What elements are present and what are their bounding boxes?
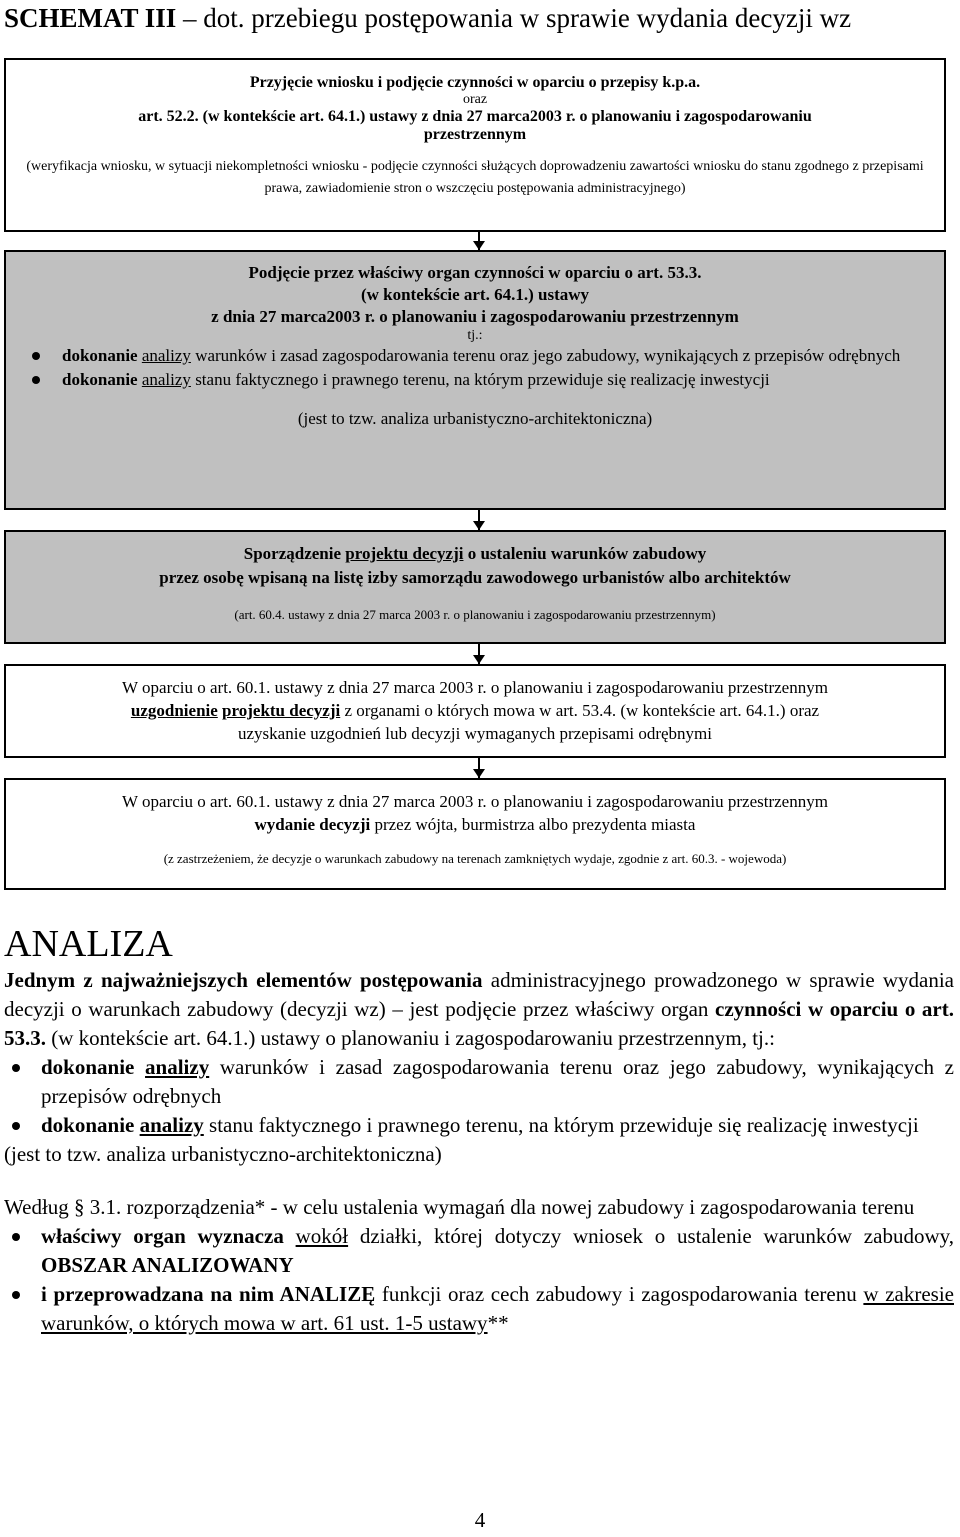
section-title: ANALIZA — [4, 923, 173, 965]
analiza-intro: Jednym z najważniejszych elementów postępowania administracyjnego prowadzonego w sprawie wydania decyzji o warunkach zabudowy (decyzji wz) – jest podjęcie przez właściwy organ czynności w oparciu o art. 53.3. (w kontekście art. 64.1.) ustawy o planowaniu i zagospodarowaniu przestrzennym, tj.: — [4, 968, 955, 1050]
step-2-note: (jest to tzw. analiza urbanistyczno-architektoniczna) — [297, 409, 653, 428]
analiza-note: (jest to tzw. analiza urbanistyczno-architektoniczna) — [4, 1142, 442, 1166]
step-1-description: (weryfikacja wniosku, w sytuacji niekompletności wniosku - podjęcie czynności służących doprowadzeniu zawartości wniosku do stanu zgodnego z przepisami prawa, zawiadomienie stron o wszczęciu postępowania administracyjnego) — [26, 159, 924, 196]
step-4-action-cont: uzyskanie uzgodnień lub decyzji wymaganych przepisami odrębnymi — [238, 724, 712, 743]
analiza-body — [4, 966, 954, 1338]
step-5-box — [4, 778, 946, 890]
flow-arrow-3 — [473, 644, 485, 664]
step-3-source: (art. 60.4. ustawy z dnia 27 marca 2003 r. o planowaniu i zagospodarowaniu przestrzennym) — [234, 607, 716, 622]
flow-arrow-1 — [473, 232, 485, 250]
flow-arrow-4 — [473, 758, 485, 778]
step-5-action: wydanie decyzji przez wójta, burmistrza albo prezydenta miasta — [254, 815, 696, 834]
list-item: dokonanie analizy warunków i zasad zagospodarowania terenu oraz jego zabudowy, wynikających z przepisów odrębnych — [4, 1053, 954, 1111]
step-4-action: uzgodnienie projektu decyzji z organami o których mowa w art. 53.4. (w kontekście art. 64.1.) oraz — [130, 701, 820, 720]
page-title: SCHEMAT III – dot. przebiegu postępowania w sprawie wydania decyzji wz — [4, 3, 852, 33]
page-number: 4 — [474, 1508, 486, 1532]
step-2-heading: Podjęcie przez właściwy organ czynności w oparciu o art. 53.3. — [248, 263, 702, 282]
step-1-legal-basis-cont: przestrzennym — [423, 126, 527, 143]
step-3-heading: Sporządzenie projektu decyzji o ustaleniu warunków zabudowy — [243, 544, 707, 563]
step-2-list — [6, 344, 944, 392]
step-3-box — [4, 530, 946, 644]
list-item: dokonanie analizy warunków i zasad zagospodarowania terenu oraz jego zabudowy, wynikających z przepisów odrębnych — [36, 344, 934, 368]
step-1-legal-basis: art. 52.2. (w kontekście art. 64.1.) ustawy z dnia 27 marca2003 r. o planowaniu i zagospodarowaniu — [138, 108, 812, 125]
step-1-heading: Przyjęcie wniosku i podjęcie czynności w oparciu o przepisy k.p.a. — [249, 74, 701, 91]
step-2-tj: tj.: — [467, 328, 483, 343]
analiza-regulation: Według § 3.1. rozporządzenia* - w celu ustalenia wymagań dla nowej zabudowy i zagospodarowania terenu — [4, 1195, 915, 1219]
step-1-conjunction: oraz — [462, 92, 488, 107]
analiza-list-2 — [4, 1222, 954, 1338]
step-4-box — [4, 664, 946, 758]
list-item: dokonanie analizy stanu faktycznego i prawnego terenu, na którym przewiduje się realizację inwestycji — [4, 1111, 954, 1140]
step-2-heading-line2: (w kontekście art. 64.1.) ustawy — [360, 285, 590, 304]
spacer — [4, 1169, 954, 1193]
step-3-heading-line2: przez osobę wpisaną na listę izby samorządu zawodowego urbanistów albo architektów — [159, 568, 791, 587]
step-4-legal-basis: W oparciu o art. 60.1. ustawy z dnia 27 marca 2003 r. o planowaniu i zagospodarowaniu przestrzennym — [122, 678, 828, 697]
step-1-box — [4, 58, 946, 232]
step-2-box — [4, 250, 946, 510]
step-5-source: (z zastrzeżeniem, że decyzje o warunkach zabudowy na terenach zamkniętych wydaje, zgodnie z art. 60.3. - wojewoda) — [163, 851, 787, 866]
step-5-legal-basis: W oparciu o art. 60.1. ustawy z dnia 27 marca 2003 r. o planowaniu i zagospodarowaniu przestrzennym — [122, 792, 828, 811]
list-item: dokonanie analizy stanu faktycznego i prawnego terenu, na którym przewiduje się realizację inwestycji — [36, 368, 934, 392]
list-item: właściwy organ wyznacza wokół działki, której dotyczy wniosek o ustalenie warunków zabudowy, OBSZAR ANALIZOWANY — [4, 1222, 954, 1280]
analiza-list-1 — [4, 1053, 954, 1140]
list-item: i przeprowadzana na nim ANALIZĘ funkcji oraz cech zabudowy i zagospodarowania terenu w zakresie warunków, o których mowa w art. 61 ust. 1-5 ustawy** — [4, 1280, 954, 1338]
step-2-heading-line3: z dnia 27 marca2003 r. o planowaniu i zagospodarowaniu przestrzennym — [211, 307, 739, 326]
flow-arrow-2 — [473, 510, 485, 530]
